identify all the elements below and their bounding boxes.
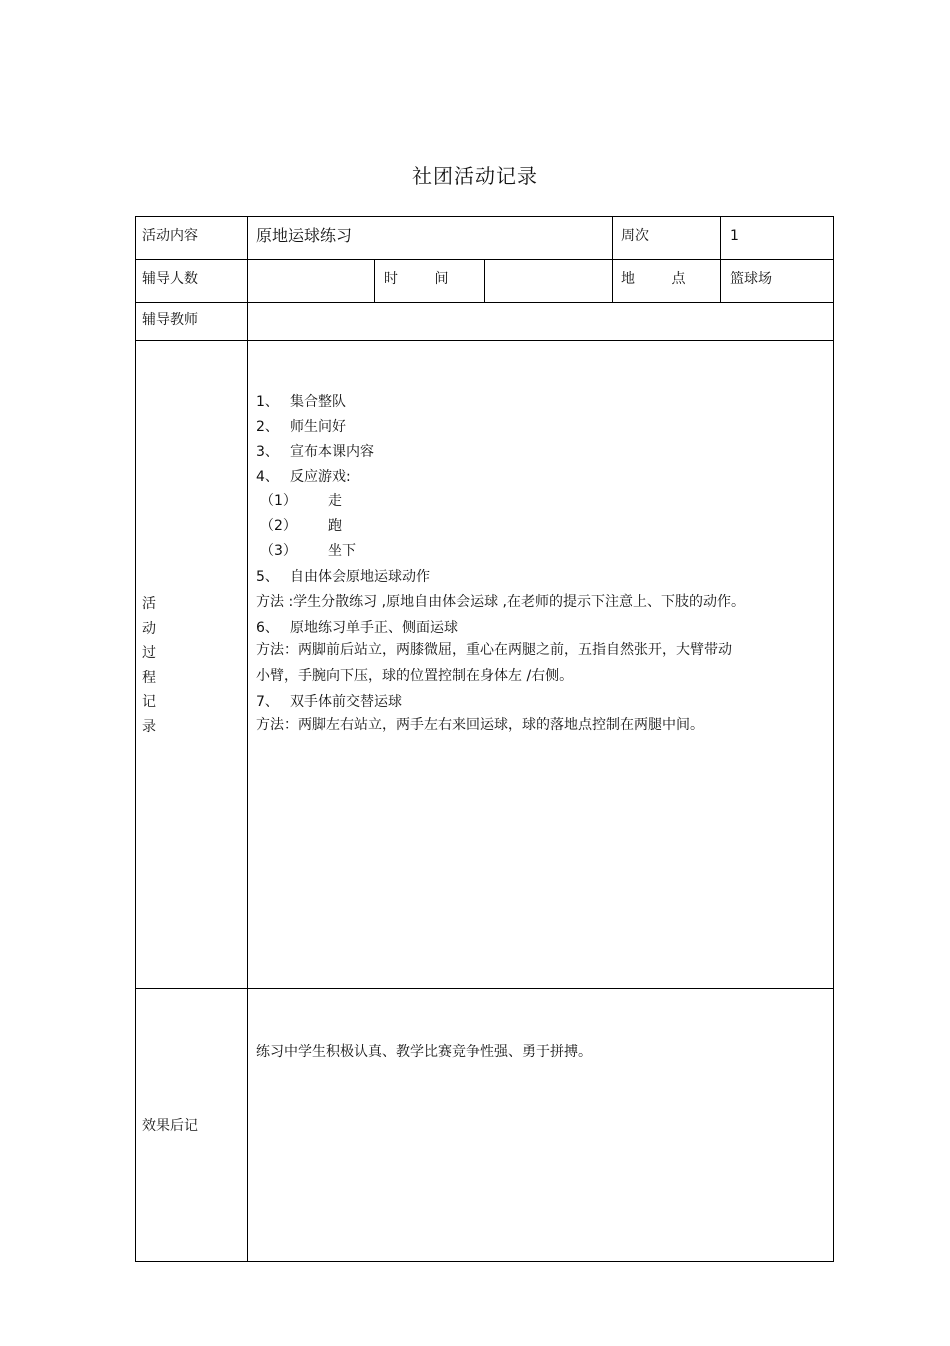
process-line	[256, 666, 573, 686]
tutor-teacher-label: 辅导教师	[142, 312, 198, 328]
process-label-char: 活	[142, 596, 156, 612]
process-label-char: 记	[142, 694, 156, 711]
column-divider	[720, 216, 721, 303]
process-line	[256, 417, 346, 437]
place-value: 篮球场	[730, 271, 772, 287]
item-text: 反应游戏:	[290, 469, 351, 485]
method-text: 方法：两脚前后站立，两膝微屈，重心在两腿之前，五指自然张开，大臂带动	[256, 642, 732, 658]
week-label: 周次	[621, 228, 649, 244]
column-divider	[484, 259, 485, 303]
item-text: 自由体会原地运球动作	[290, 569, 430, 585]
process-line	[256, 567, 430, 587]
effect-afterword-text: 练习中学生积极认真、教学比赛竞争性强、勇于拼搏。	[256, 1044, 592, 1060]
process-line	[256, 618, 458, 638]
sub-item-number: （2）	[260, 518, 297, 534]
process-label-char: 录	[142, 718, 156, 735]
item-number: 2、	[256, 419, 279, 435]
process-line	[256, 491, 342, 511]
sub-item-text: 走	[328, 493, 342, 509]
week-value: 1	[730, 228, 739, 244]
sub-item-number: （1）	[260, 493, 297, 509]
process-line	[256, 442, 374, 462]
row-divider	[135, 340, 834, 341]
process-line	[256, 592, 745, 612]
process-line	[256, 516, 342, 536]
time-label: 时 间	[384, 271, 465, 287]
item-text: 原地练习单手正、侧面运球	[290, 620, 458, 636]
process-line	[256, 541, 356, 561]
item-number: 3、	[256, 444, 279, 460]
table-border-bottom	[135, 1261, 834, 1262]
sub-item-text: 坐下	[328, 543, 356, 559]
item-text: 宣布本课内容	[290, 444, 374, 460]
process-label-char: 程	[142, 669, 156, 686]
item-number: 6、	[256, 620, 279, 636]
item-number: 5、	[256, 569, 279, 585]
item-number: 4、	[256, 469, 279, 485]
item-number: 7、	[256, 694, 279, 710]
item-text: 师生问好	[290, 419, 346, 435]
process-line	[256, 467, 351, 487]
process-label-char: 动	[142, 620, 156, 637]
tutor-count-label: 辅导人数	[142, 271, 198, 287]
process-line	[256, 392, 346, 412]
item-text: 双手体前交替运球	[290, 694, 402, 710]
sub-item-text: 跑	[328, 518, 342, 534]
column-divider	[247, 216, 248, 1262]
row-divider	[135, 988, 834, 989]
column-divider	[612, 216, 613, 303]
process-label-char: 过	[142, 645, 156, 662]
method-text: 方法 :学生分散练习 ,原地自由体会运球 ,在老师的提示下注意上、下肢的动作。	[256, 594, 745, 610]
process-line	[256, 692, 402, 712]
place-label: 地 点	[621, 271, 702, 287]
activity-content-value: 原地运球练习	[256, 226, 353, 245]
sub-item-number: （3）	[260, 543, 297, 559]
process-line	[256, 640, 732, 660]
table-border-top	[135, 216, 834, 217]
table-border-left	[135, 216, 136, 1262]
process-line	[256, 715, 704, 735]
column-divider	[374, 259, 375, 303]
item-text: 集合整队	[290, 394, 346, 410]
method-text: 方法：两脚左右站立，两手左右来回运球，球的落地点控制在两腿中间。	[256, 717, 704, 733]
page-title: 社团活动记录	[412, 164, 538, 188]
table-border-right	[833, 216, 834, 1262]
method-text: 小臂，手腕向下压，球的位置控制在身体左 /右侧。	[256, 668, 574, 684]
activity-content-label: 活动内容	[142, 228, 198, 244]
process-record-label	[142, 592, 162, 740]
effect-afterword-label: 效果后记	[142, 1118, 198, 1134]
item-number: 1、	[256, 394, 279, 410]
